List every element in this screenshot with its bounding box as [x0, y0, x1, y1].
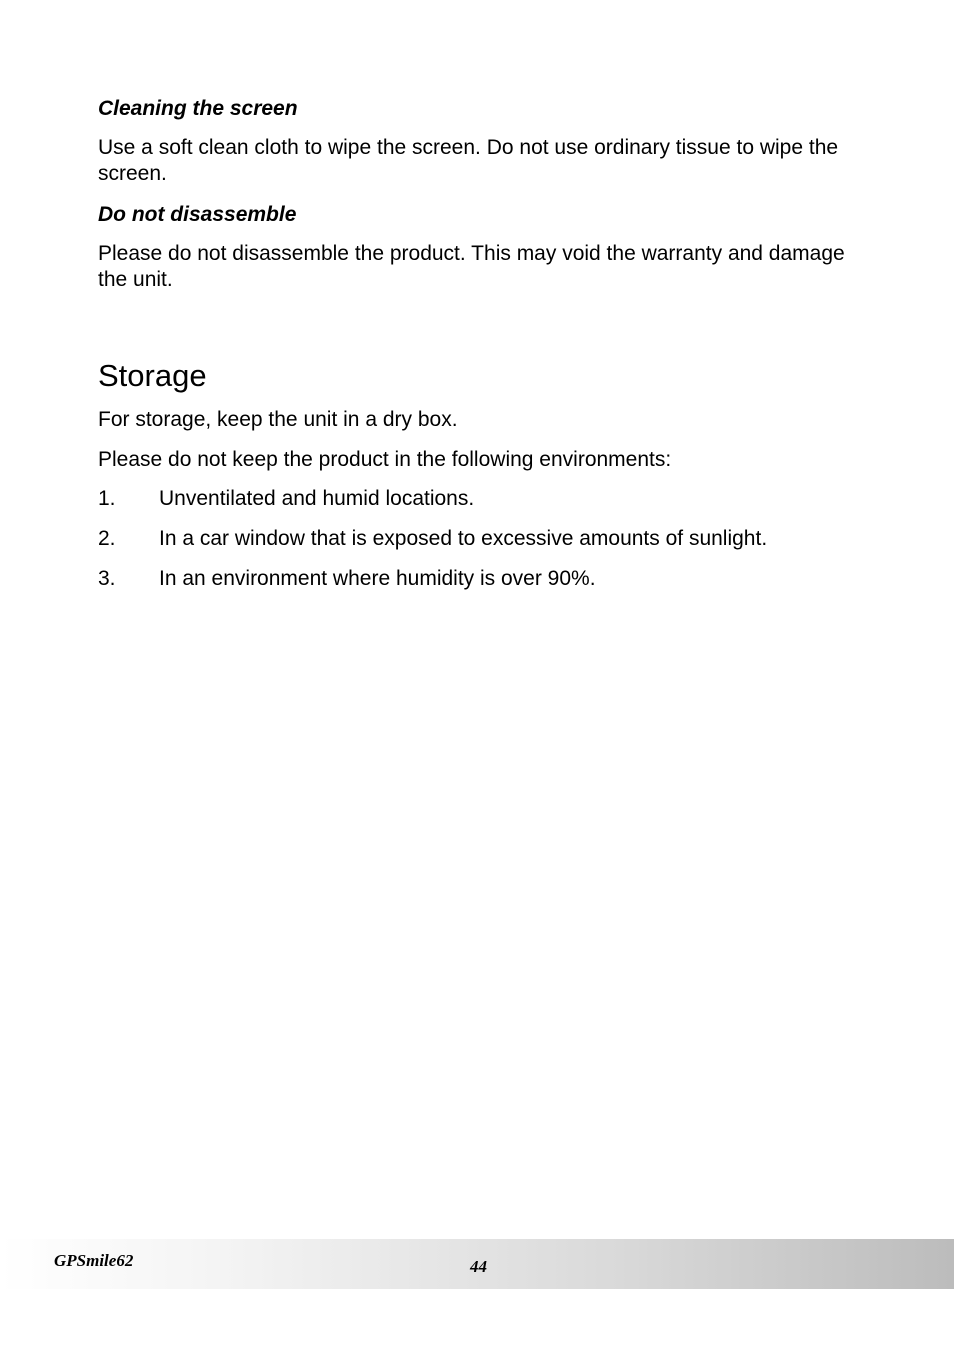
storage-intro: For storage, keep the unit in a dry box.: [98, 408, 458, 431]
cleaning-paragraph: Use a soft clean cloth to wipe the screen. Do not use ordinary tissue to wipe the screen.: [98, 136, 839, 185]
list-item-text: Unventilated and humid locations.: [159, 487, 475, 510]
cleaning-heading: Cleaning the screen: [98, 97, 298, 120]
storage-environment-list: [98, 486, 878, 606]
list-item-number: 3.: [98, 567, 116, 590]
list-item: [98, 526, 878, 566]
storage-lead: Please do not keep the product in the following environments:: [98, 448, 672, 471]
list-item-number: 1.: [98, 487, 116, 510]
list-item-text: In an environment where humidity is over 90%.: [159, 567, 596, 590]
list-item-text: In a car window that is exposed to excessive amounts of sunlight.: [159, 527, 768, 550]
storage-title: Storage: [98, 358, 207, 393]
disassemble-paragraph: Please do not disassemble the product. This may void the warranty and damage the unit.: [98, 242, 845, 291]
list-item: [98, 486, 878, 526]
footer-brand: GPSmile62: [54, 1251, 134, 1270]
disassemble-heading: Do not disassemble: [98, 203, 297, 226]
page-number: 44: [470, 1257, 487, 1276]
list-item-number: 2.: [98, 527, 116, 550]
list-item: [98, 566, 878, 606]
